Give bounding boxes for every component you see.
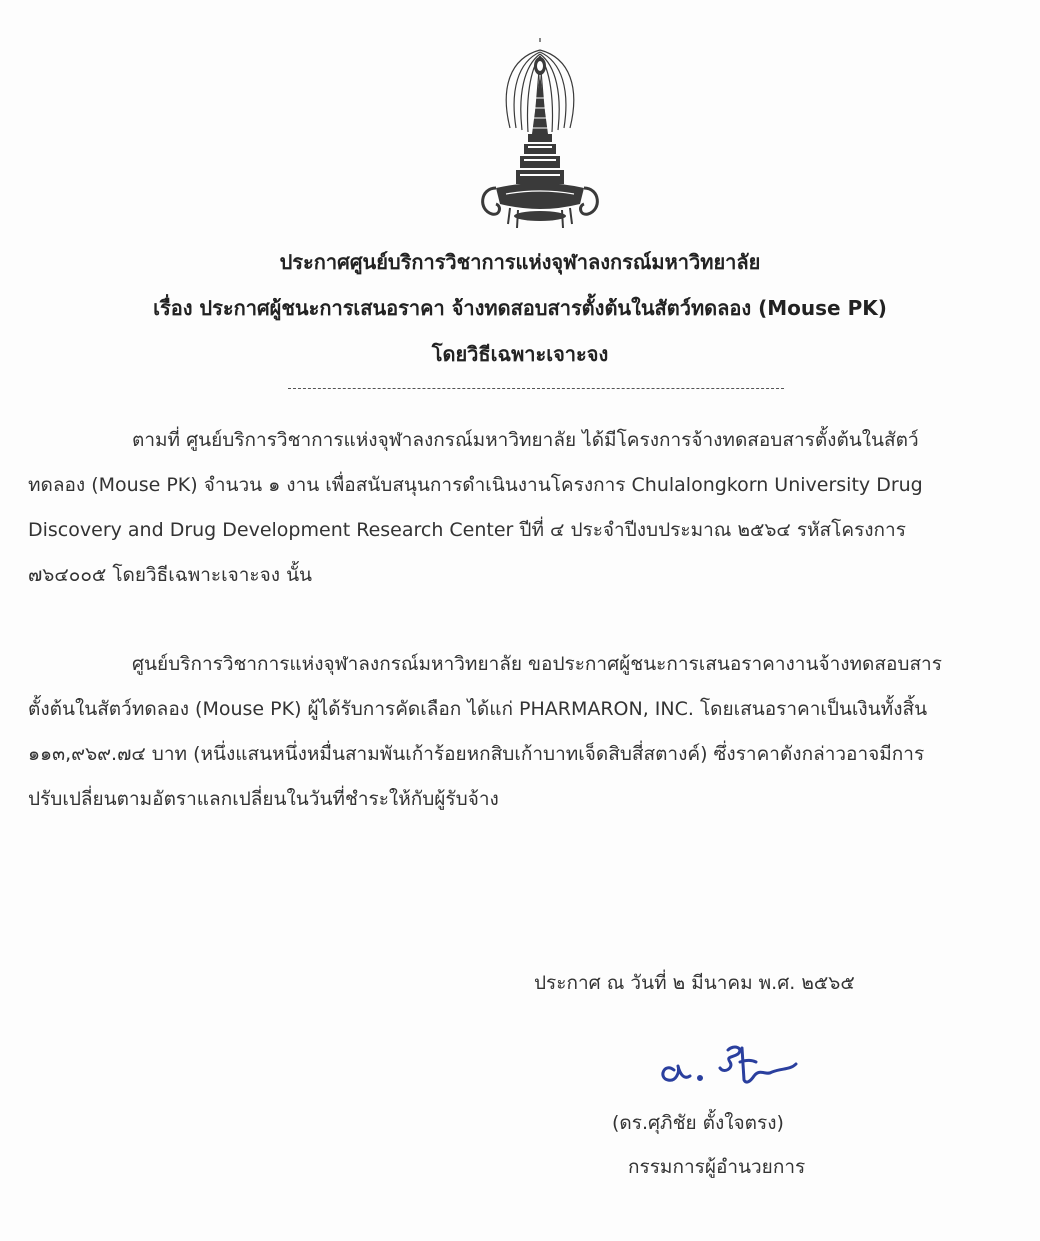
paragraph-line: ทดลอง (Mouse PK) จำนวน ๑ งาน เพื่อสนับสนุนการดำเนินงานโครงการ Chulalongkorn University Drug <box>28 474 923 496</box>
paragraph-line: ๗๖๔๐๐๕ โดยวิธีเฉพาะเจาะจง นั้น <box>28 564 313 586</box>
paragraph-project-background <box>28 418 1018 598</box>
paragraph-line: ตั้งต้นในสัตว์ทดลอง (Mouse PK) ผู้ได้รับการคัดเลือก ได้แก่ PHARMARON, INC. โดยเสนอราคาเป็นเงินทั้งสิ้น <box>28 698 928 720</box>
announcement-heading: ประกาศศูนย์บริการวิชาการแห่งจุฬาลงกรณ์มหาวิทยาลัย <box>279 250 761 274</box>
paragraph-line: ตามที่ ศูนย์บริการวิชาการแห่งจุฬาลงกรณ์มหาวิทยาลัย ได้มีโครงการจ้างทดสอบสารตั้งต้นในสัตว์ <box>132 429 919 451</box>
section-divider <box>288 388 784 389</box>
paragraph-line: Discovery and Drug Development Research Center ปีที่ ๔ ประจำปีงบประมาณ ๒๕๖๔ รหัสโครงการ <box>28 519 906 541</box>
procurement-method: โดยวิธีเฉพาะเจาะจง <box>431 342 609 366</box>
handwritten-signature-icon <box>654 1040 814 1090</box>
signer-name: (ดร.ศุภิชัย ตั้งใจตรง) <box>612 1112 784 1134</box>
paragraph-winner-announcement <box>28 642 1018 822</box>
paragraph-line: ศูนย์บริการวิชาการแห่งจุฬาลงกรณ์มหาวิทยาลัย ขอประกาศผู้ชนะการเสนอราคางานจ้างทดสอบสาร <box>132 653 942 675</box>
signer-position: กรรมการผู้อำนวยการ <box>628 1156 806 1178</box>
announcement-subject: เรื่อง ประกาศผู้ชนะการเสนอราคา จ้างทดสอบสารตั้งต้นในสัตว์ทดลอง (Mouse PK) <box>153 296 887 320</box>
chulalongkorn-emblem-icon <box>470 38 610 238</box>
paragraph-line: ปรับเปลี่ยนตามอัตราแลกเปลี่ยนในวันที่ชำระให้กับผู้รับจ้าง <box>28 788 499 810</box>
paragraph-line: ๑๑๓,๙๖๙.๗๔ บาท (หนึ่งแสนหนึ่งหมื่นสามพันเก้าร้อยหกสิบเก้าบาทเจ็ดสิบสี่สตางค์) ซึ่งราคาดังกล่าวอาจมีการ <box>28 743 925 765</box>
announcement-date: ประกาศ ณ วันที่ ๒ มีนาคม พ.ศ. ๒๕๖๕ <box>534 972 855 994</box>
